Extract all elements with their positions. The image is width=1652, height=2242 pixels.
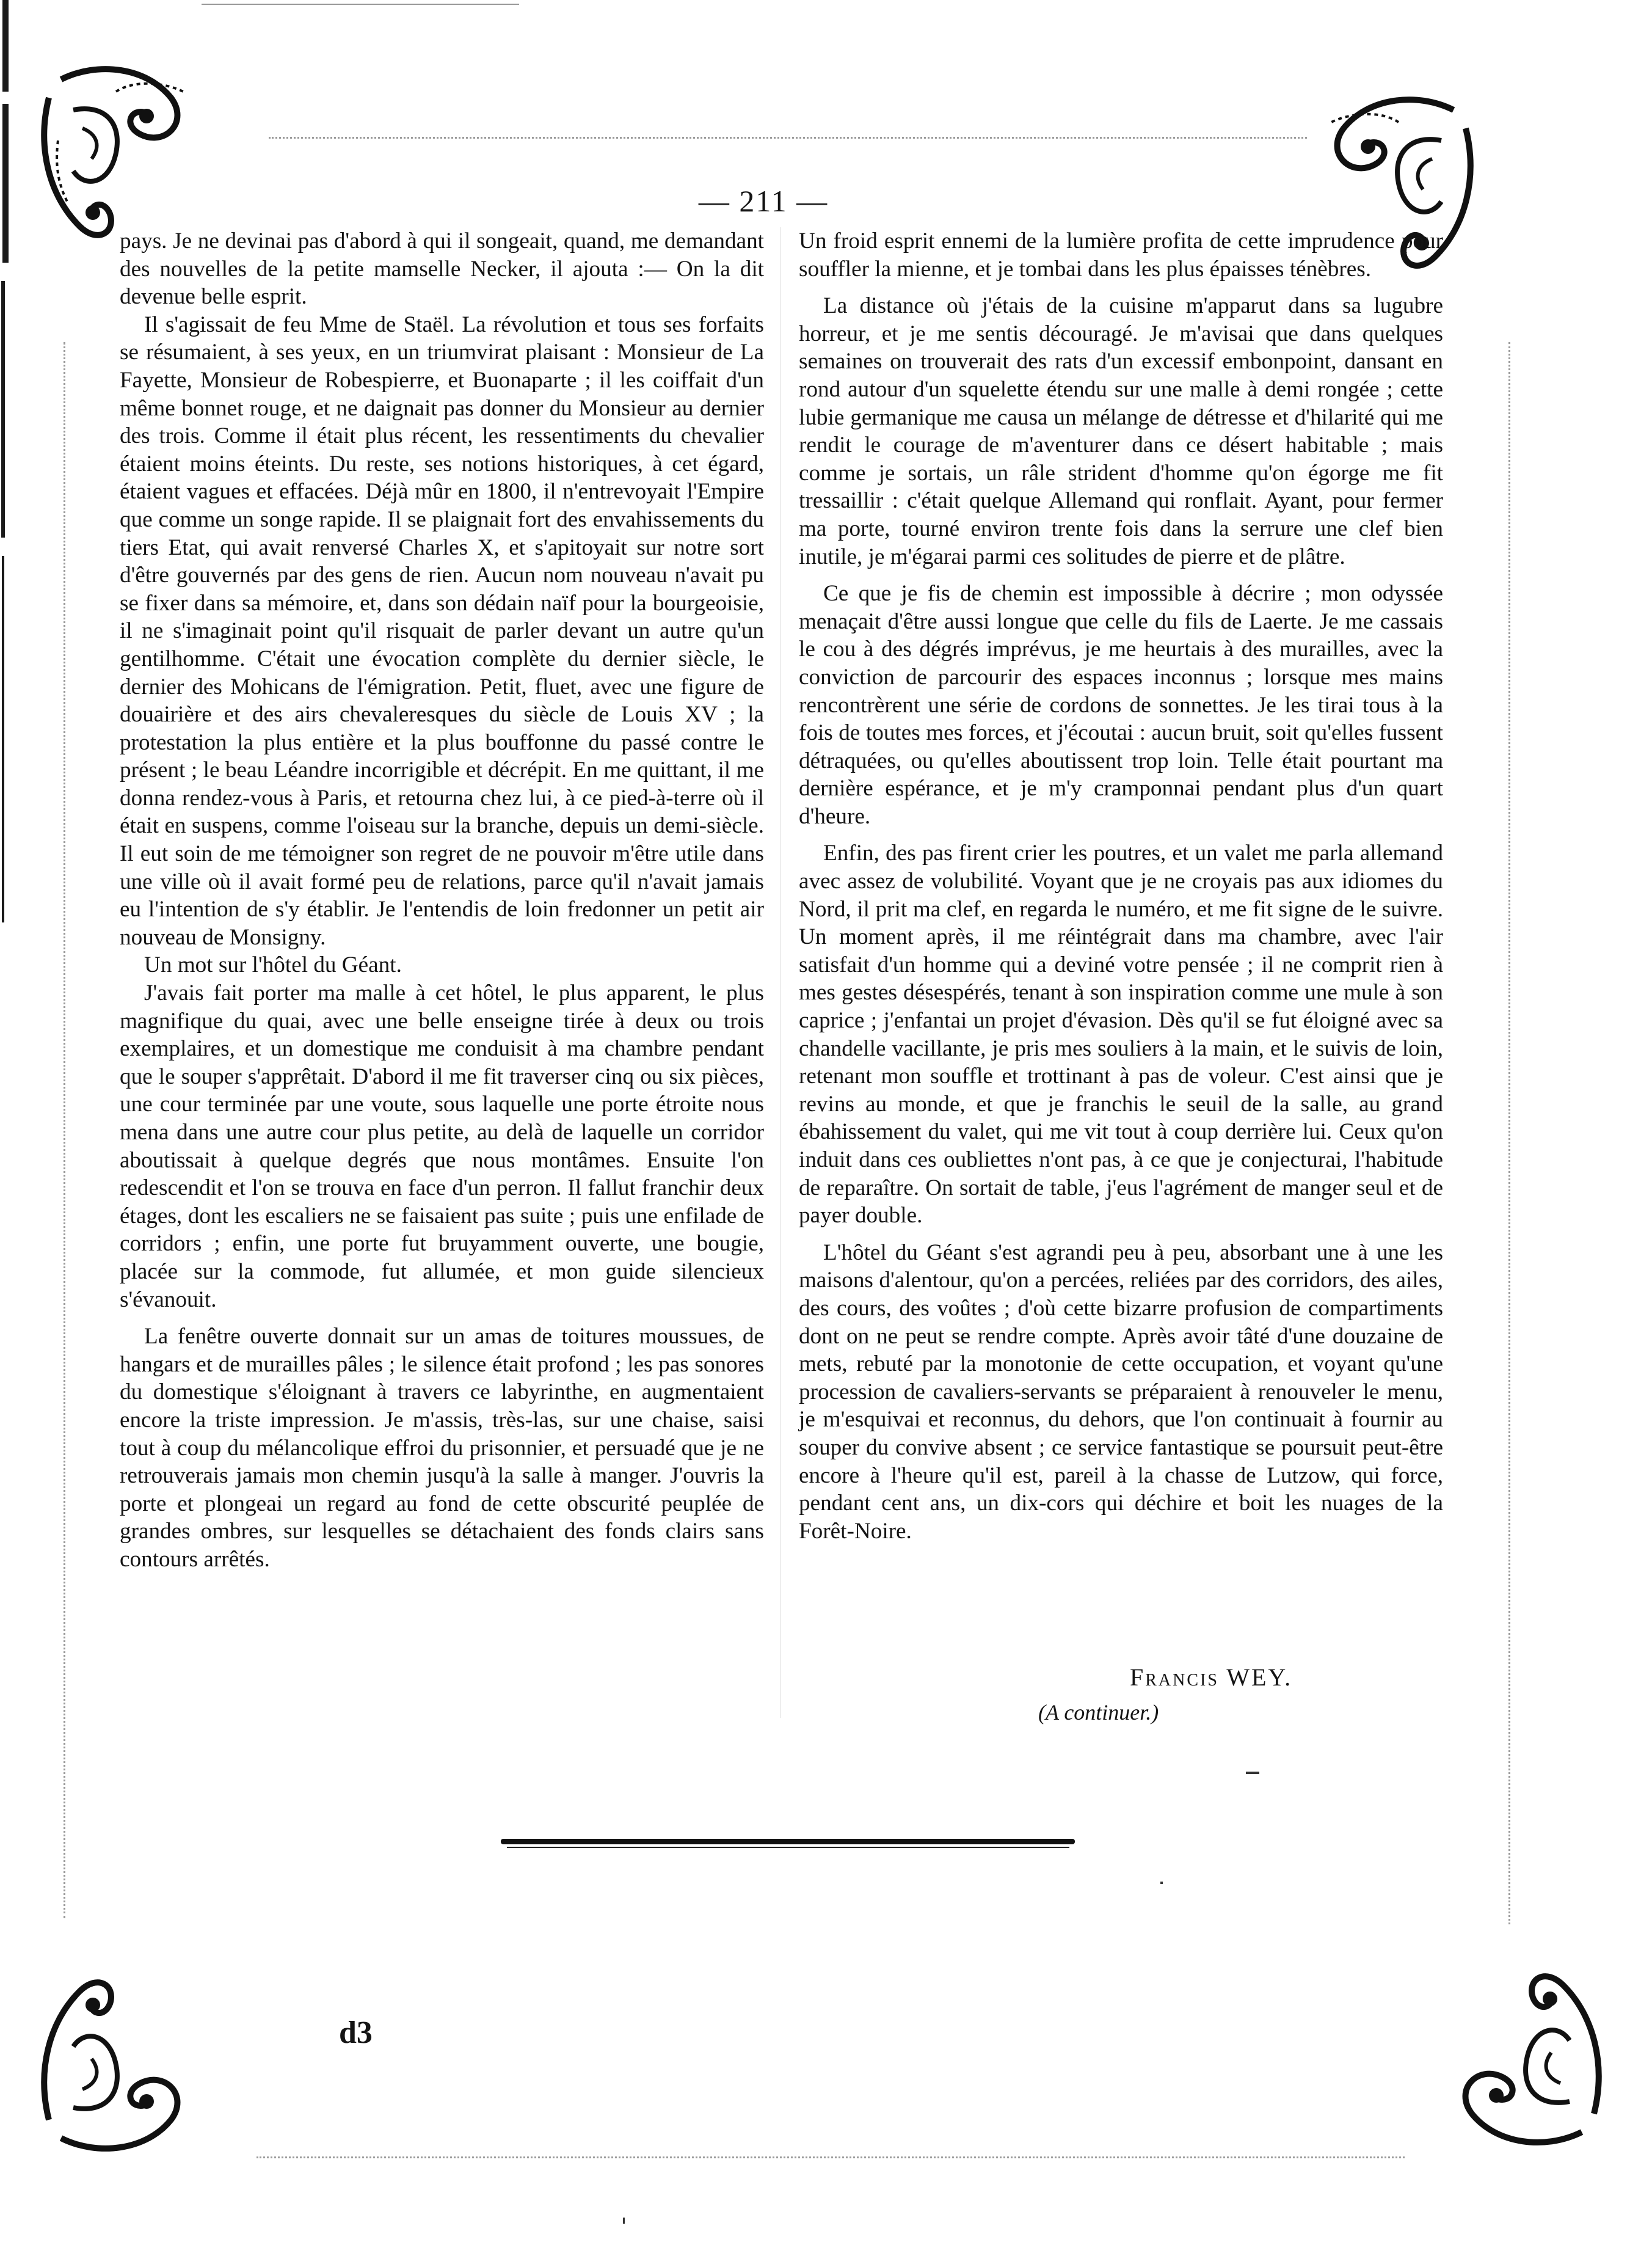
text-column-right — [799, 227, 1443, 1545]
end-rule-thin — [507, 1847, 1069, 1848]
baroque-scroll-icon — [1399, 1937, 1618, 2156]
ornament-bottom-right-icon — [1399, 1937, 1618, 2156]
ink-speck — [623, 2218, 625, 2224]
continuation-note: (A continuer.) — [1038, 1700, 1159, 1725]
author-signature: Francis WEY. — [1130, 1663, 1293, 1691]
paragraph: J'avais fait porter ma malle à cet hôtel, le plus apparent, le plus magnifique du quai, avec une belle enseigne tirée à deux ou trois exemplaires, et un domestique me conduisit à ma chambre pendant que le souper s'apprêtait. D'abord il me fit traverser cinq ou six pièces, une cour terminée par une voute, sous laquelle une porte étroite nous mena dans une autre cour plus petite, au delà de laquelle un corridor aboutissait à quelque degrés que nous montâmes. Ensuite l'on redescendit et l'on se trouva en face d'un perron. Il fallut franchir deux étages, dont les escaliers ne se faisaient pas suite ; puis une enfilade de corridors ; enfin, une porte fut bruyamment ouverte, une bougie, placée sur la commode, fut allumée, et mon guide silencieux s'évanouit. — [120, 980, 764, 1312]
paragraph: Un froid esprit ennemi de la lumière profita de cette imprudence pour souffler la mienne, et je tombai dans les plus épaisses ténèbres. — [799, 228, 1443, 282]
page-number: — 211 — — [698, 184, 829, 218]
frame-right-line — [1508, 342, 1510, 1924]
baroque-scroll-icon — [24, 1943, 244, 2163]
ornament-bottom-left-icon — [24, 1943, 244, 2163]
top-edge-rule — [202, 0, 519, 5]
paragraph: Enfin, des pas firent crier les poutres, et un valet me parla allemand avec assez de volubilité. Voyant que je ne croyais pas aux idiomes du Nord, il prit ma clef, en regarda le numéro, et me fit signe de le suivre. Un moment après, il me réintégrait dans ma chambre, avec l'air satisfait d'un homme qui a deviné votre pensée ; il ne comprit rien à mes gestes désespérés, tenant à son inspiration comme une mule à son caprice ; j'enfantai un projet d'évasion. Dès qu'il se fut éloigné avec sa chandelle vacillante, je pris mes souliers à la main, et le suivis de loin, retenant mon souffle et trottinant à pas de voleur. C'est ainsi que je revins au monde, et que je franchis le seuil de la salle, au grand ébahissement du valet, qui me vit tout à coup derrière lui. Ceux qu'on induit dans ces oubliettes n'ont pas, à ce que je conjecturai, l'habitude de reparaître. On sortait de table, j'eus l'agrément de manger seul et de payer double. — [799, 841, 1443, 1229]
paragraph: Un mot sur l'hôtel du Géant. — [144, 952, 402, 978]
ink-speck — [1160, 1882, 1163, 1884]
paragraph: Il s'agissait de feu Mme de Staël. La révolution et tous ses forfaits se résumaient, à ses yeux, en un triumvirat plaisant : Monsieur de La Fayette, Monsieur de Robespierre, et Buonaparte ; il les coiffait d'un même bonnet rouge, et ne daignait pas donner du Monsieur au dernier des trois. Comme il était plus récent, les ressentiments du chevalier étaient moins éteints. Du reste, ses notions historiques, à cet égard, étaient vagues et effacées. Déjà mûr en 1800, il n'entrevoyait l'Empire que comme un songe rapide. Il se plaignait fort des envahissements du tiers Etat, qui avait renversé Charles X, et s'apitoyait sur notre sort d'être gouvernés par des gens de rien. Aucun nom nouveau n'avait pu se fixer dans sa mémoire, et, dans son dédain naïf pour la bourgeoisie, il ne s'imaginait point qu'il risquait de parler devant un autre qu'un gentilhomme. C'était une évocation complète du dernier siècle, le dernier des Mohicans de l'émigration. Petit, fluet, avec une figure de douairière et des airs chevaleresques du siècle de Louis XV ; la protestation la plus entière et la plus bouffonne du passé contre le présent ; le beau Léandre incorrigible et décrépit. En me quittant, il me donna rendez-vous à Paris, et retourna chez lui, à ce pied-à-terre où il était en suspens, comme l'oiseau sur la branche, depuis un demi-siècle. Il eut soin de me témoigner son regret de ne pouvoir m'être utile dans une ville où il avait formé peu de relations, parce qu'il n'avait jamais eu l'intention de s'y établir. Je l'entendis de loin fredonner un petit air nouveau de Monsigny. — [120, 312, 764, 950]
ink-speck — [1246, 1772, 1259, 1774]
frame-top-line — [269, 137, 1307, 139]
binding-edge — [0, 0, 12, 2242]
printer-signature-mark: d3 — [339, 2015, 373, 2050]
end-rule-thick — [501, 1839, 1075, 1844]
paragraph: Ce que je fis de chemin est impossible à décrire ; mon odyssée menaçait d'être aussi longue que celle du fils de Laerte. Je me cassais le cou à des dégrés imprévus, je me heurtais à des murailles, avec la conviction de parcourir des espaces inconnus ; lorsque mes mains rencontrèrent une série de cordons de sonnettes. Je les tirai tous à la fois de toutes mes forces, et j'écoutai : aucun bruit, soit qu'elles fussent détraquées, ou qu'elles aboutissent trop loin. Telle était pourtant ma dernière espérance, et je m'y cramponnai pendant plus d'un quart d'heure. — [799, 581, 1443, 829]
end-rule — [501, 1839, 1075, 1849]
text-column-left — [120, 227, 764, 1574]
frame-left-line — [64, 342, 65, 1918]
paragraph: La fenêtre ouverte donnait sur un amas de toitures moussues, de hangars et de murailles pâles ; le silence était profond ; les pas sonores du domestique s'éloignant à travers ce labyrinthe, en augmentaient encore la triste impression. Je m'assis, très-las, sur une chaise, saisi tout à coup du mélancolique effroi du prisonnier, et persuadé que je ne retrouverais jamais mon chemin jusqu'à la salle à manger. J'ouvris la porte et plongeai un regard au fond de cette obscurité peuplée de grandes ombres, sur lesquelles se détachaient des fonds clairs sans contours arrêtés. — [120, 1324, 764, 1572]
frame-bottom-line — [257, 2156, 1405, 2158]
paragraph: La distance où j'étais de la cuisine m'apparut dans sa lugubre horreur, et je me sentis découragé. Je m'avisai que dans quelques semaines on trouverait des rats d'un excessif embonpoint, dansant en rond autour d'un squelette étendu sur une malle à demi rongée ; cette lubie germanique me causa un mélange de détresse et d'hilarité qui me rendit le courage de m'aventurer dans ce désert habitable ; mais comme je sortais, un râle strident d'homme qu'on égorge me fit tressaillir : c'était quelque Allemand qui ronflait. Ayant, pour fermer ma porte, tourné environ trente fois dans la serrure une clef bien inutile, je m'égarai parmi ces solitudes de pierre et de plâtre. — [799, 293, 1443, 569]
paragraph: pays. Je ne devinai pas d'abord à qui il songeait, quand, me demandant des nouvelles de la petite mamselle Necker, il ajouta :— On la dit devenue belle esprit. — [120, 228, 764, 310]
paragraph: L'hôtel du Géant s'est agrandi peu à peu, absorbant une à une les maisons d'alentour, qu'on a percées, reliées par des corridors, des ailes, des cours, des voûtes ; d'où cette bizarre profusion de compartiments dont on ne peut se rendre compte. Après avoir tâté d'une douzaine de mets, rebuté par la monotonie de cette occupation, et voyant qu'une procession de cavaliers-servants se préparaient à renouveler le menu, je m'esquivai et reconnus, du dehors, que l'on continuait à fournir au souper du convive absent ; ce service fantastique se poursuit peut-être encore à l'heure qu'il est, pareil à la chasse de Lutzow, qui force, pendant cent ans, un dix-cors qui déchire et boit les nuages de la Forêt-Noire. — [799, 1240, 1443, 1544]
